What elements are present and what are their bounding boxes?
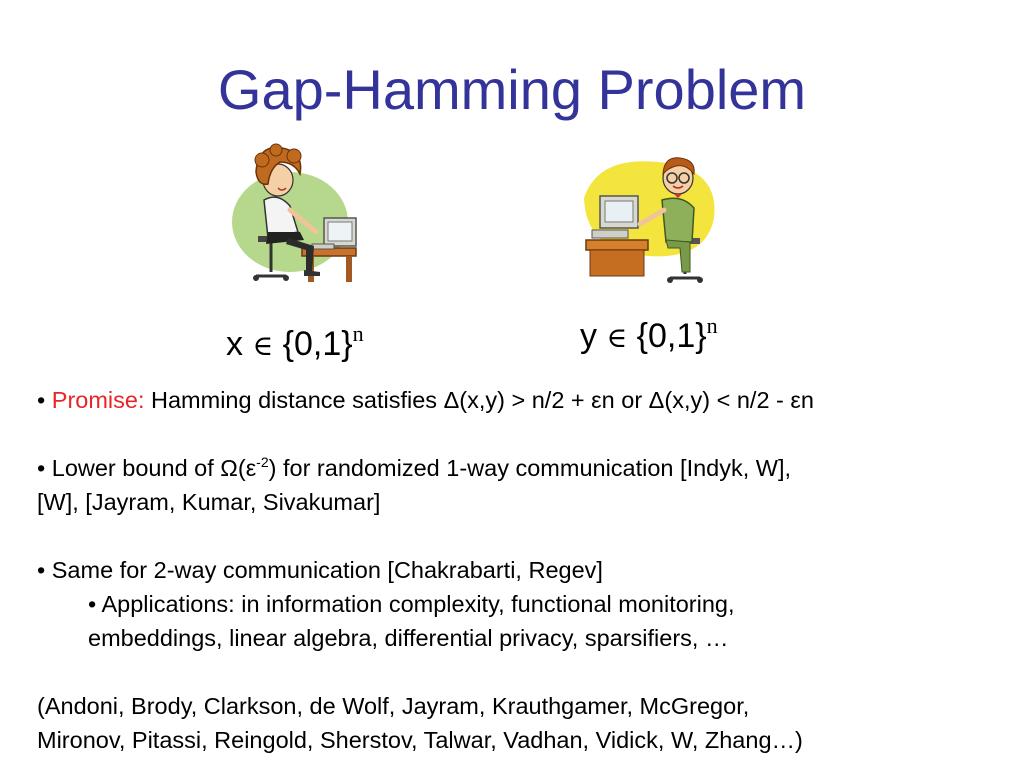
x-domain-label	[226, 323, 364, 361]
binary-set: {0,1}	[636, 317, 707, 355]
slide-title: Gap-Hamming Problem	[217, 58, 807, 121]
woman-at-computer-clipart	[228, 140, 368, 285]
element-of-symbol: ∈	[252, 329, 274, 362]
binary-set: {0,1}	[282, 325, 353, 363]
promise-text: Hamming distance satisfies Δ(x,y) > n/2 + εn or Δ(x,y) < n/2 - εn	[151, 387, 814, 413]
lower-bound-text-b: ) for randomized 1-way communication [Indyk, W],	[268, 455, 792, 481]
y-domain-label	[580, 315, 718, 353]
promise-bullet	[37, 383, 997, 417]
applications-bullet: • Applications: in information complexity, functional monitoring,	[88, 591, 735, 617]
lower-bound-continuation: [W], [Jayram, Kumar, Sivakumar]	[37, 489, 381, 515]
man-at-computer-clipart	[578, 148, 726, 288]
lower-bound-text-a: • Lower bound of Ω(ε	[37, 455, 257, 481]
slide-body	[37, 383, 997, 757]
bullet-marker: •	[37, 387, 46, 413]
authors-line-1: (Andoni, Brody, Clarkson, de Wolf, Jayram, Krauthgamer, McGregor,	[37, 693, 750, 719]
applications-continuation: embeddings, linear algebra, differential privacy, sparsifiers, …	[88, 625, 729, 651]
promise-label: Promise:	[51, 387, 145, 413]
lower-bound-bullet	[37, 451, 997, 485]
lower-bound-exponent: -2	[256, 454, 269, 470]
y-variable: y	[580, 317, 597, 355]
element-of-symbol: ∈	[606, 321, 628, 354]
exponent-n: n	[352, 321, 364, 346]
authors-line-2: Mironov, Pitassi, Reingold, Sherstov, Talwar, Vadhan, Vidick, W, Zhang…)	[37, 727, 803, 753]
exponent-n: n	[706, 313, 718, 338]
x-variable: x	[226, 325, 243, 363]
two-way-bullet: • Same for 2-way communication [Chakrabarti, Regev]	[37, 557, 603, 583]
